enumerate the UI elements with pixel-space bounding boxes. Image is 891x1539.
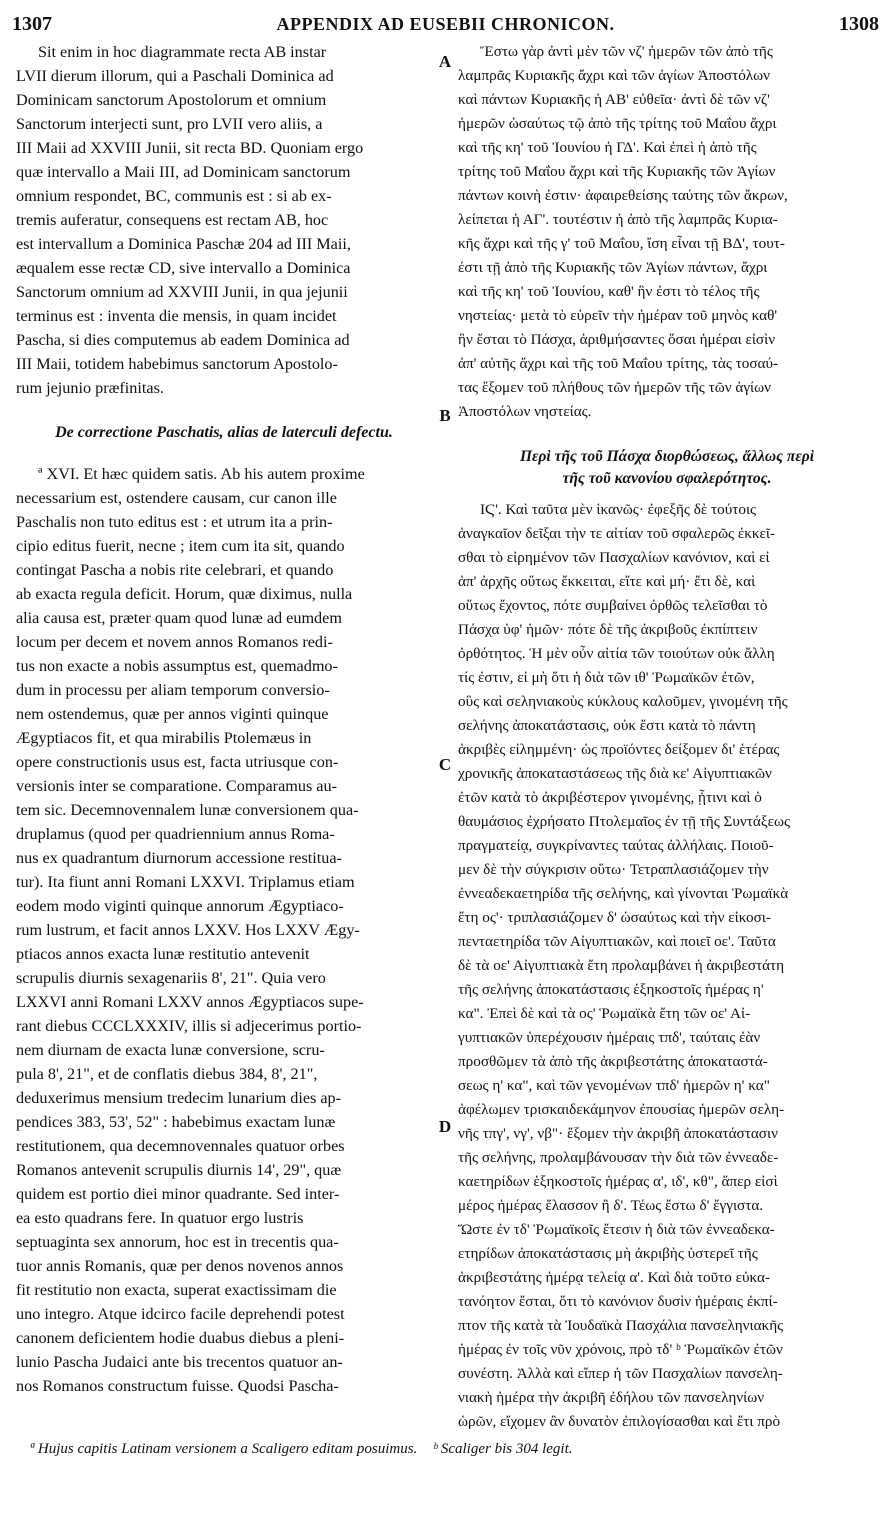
footnote-b: ᵇ Scaliger bis 304 legit. — [433, 1441, 573, 1457]
latin-p2-line: restitutionem, qua decemnovennales quatuor orbes — [16, 1137, 345, 1155]
greek-p1-line: πάντων κοινὴ ἐστιν· ἀφαιρεθείσης ταύτης τῶν ἄκρων, — [458, 187, 788, 204]
latin-p2-line: nos Romanos constructum fuisse. Quodsi Pascha- — [16, 1377, 339, 1395]
latin-p2-line: scrupulis diurnis sexagenariis 8', 21". Quia vero — [16, 969, 326, 987]
latin-p2-line: rant diebus CCCLXXXIV, illis si adjecerimus portio- — [16, 1017, 362, 1035]
greek-p2-line: χρονικῆς ἀποκαταστάσεως τῆς διὰ κε' Αἰγυπτιακῶν — [458, 765, 772, 782]
footnotes — [20, 1438, 890, 1460]
greek-p2-line: πτον τῆς κατὰ τὰ Ἰουδαϊκὰ Πασχάλια πανσεληνιακῆς — [458, 1317, 784, 1334]
greek-p2-line: πενταετηρίδα τῶν Αἰγυπτιακῶν, καὶ ποιεῖ οε'. Ταῦτα — [458, 933, 776, 950]
greek-p2-line: γυπτιακῶν ὑπερέχουσιν ἡμέραις τπδ', ταύταις ἐὰν — [458, 1029, 761, 1046]
latin-p2-line: eodem modo viginti quinque annorum Ægyptiaco- — [16, 897, 344, 915]
greek-p2-line: καετηρίδων ἑξηκοστοῖς ἡμέρας α', ιδ', κθ", ἅπερ εἰσὶ — [458, 1173, 778, 1190]
greek-p2-line: τανόητον ἔσται, ὅτι τὸ κανόνιον δυσὶν ἡμέραις ἐκπί- — [458, 1293, 778, 1310]
latin-p2-line: ª XVI. Et hæc quidem satis. Ab his autem proxime — [38, 465, 365, 483]
latin-p2-line: alia causa est, præter quam quod lunæ ad eumdem — [16, 609, 342, 627]
latin-p2-line: pendices 383, 53', 52" : habebimus exactam lunæ — [16, 1113, 336, 1131]
latin-p2-line: Ægyptiacos fit, et qua mirabilis Ptolemæus in — [16, 729, 312, 747]
greek-paragraph-1 — [458, 40, 876, 424]
greek-p2-line: Ὥστε ἐν τδ' Ῥωμαϊκοῖς ἔτεσιν ἡ διὰ τῶν ἐννεαδεκα- — [458, 1221, 775, 1238]
greek-p1-line: ἣν ἔσται τὸ Πάσχα, ἀριθμήσαντες ὅσαι ἡμέραι εἰσὶν — [458, 331, 776, 348]
latin-p1-line: III Maii, totidem habebimus sanctorum Apostolo- — [16, 355, 338, 373]
latin-p2-line: LXXVI anni Romani LXXV annos Ægyptiacos supe- — [16, 993, 364, 1011]
greek-p1-line: καὶ πάντων Κυριακῆς ἡ ΑΒ' εὐθεῖα· ἀντὶ δὲ τῶν νζ' — [458, 91, 770, 108]
greek-p2-line: πραγματείᾳ, συγκρίναντες ταύτας ἀλλήλαις. Ποιοῦ- — [458, 837, 774, 854]
latin-p1-line: LVII dierum illorum, qui a Paschali Dominica ad — [16, 67, 334, 85]
latin-p1-line: III Maii ad XXVIII Junii, sit recta BD. Quoniam ergo — [16, 139, 364, 157]
latin-p1-line: est intervallum a Dominica Paschæ 204 ad III Maii, — [16, 235, 351, 253]
latin-paragraph-2 — [16, 462, 432, 1398]
latin-p2-line: dum in processu per aliam temporum conversio- — [16, 681, 330, 699]
greek-p1-line: ἀπ' αὐτῆς ἄχρι καὶ τῆς τοῦ Μαΐου τρίτης, τὰς τοσαύ- — [458, 355, 779, 372]
latin-p2-line: tur). Ita fiunt anni Romani LXXVI. Triplamus etiam — [16, 873, 355, 891]
latin-p2-line: nem diurnam de exacta lunæ conversione, scru- — [16, 1041, 325, 1059]
greek-section-title-line-1: Περὶ τῆς τοῦ Πάσχα διορθώσεως, ἄλλως περὶ — [519, 448, 815, 465]
latin-p1-line: Pascha, si dies computemus ab eadem Dominica ad — [16, 331, 350, 349]
greek-p2-line: ετηρίδων ἀποκατάστασις μὴ ἀκριβὴς ὑστερεῖ τῆς — [458, 1245, 758, 1262]
greek-p2-line: θαυμάσιος ἐχρήσατο Πτολεμαῖος ἐν τῇ τῆς Συντάξεως — [458, 813, 790, 830]
greek-p2-line: δὲ τὰ οε' Αἰγυπτιακὰ ἔτη προλαμβάνει ἡ ἀκριβεστάτη — [458, 957, 785, 974]
greek-p1-line: έστι τῇ ἀπὸ τῆς Κυριακῆς τῶν Ἁγίων πάντων, ἄχρι — [458, 259, 768, 276]
greek-section-title-line-2: τῆς τοῦ κανονίου σφαλερότητος. — [562, 470, 772, 487]
greek-p2-line: ἀπ' ἀρχῆς οὕτως ἔκκειται, εἴτε καὶ μή· ἔτι δὲ, καὶ — [458, 573, 756, 590]
margin-marker-d: D — [438, 1117, 452, 1136]
latin-p2-line: rum lustrum, et facit annos LXXV. Hos LXXV Ægy- — [16, 921, 360, 939]
greek-p2-line: ἀφέλωμεν τρισκαιδεκάμηνον ἐπουσίας ἡμερῶν σελη- — [458, 1101, 785, 1118]
greek-p1-line: Ἔστω γὰρ ἀντὶ μὲν τῶν νζ' ἡμερῶν τῶν ἀπὸ τῆς — [480, 43, 773, 60]
footnote-a: ª Hujus capitis Latinam versionem a Scaligero editam posuimus. — [30, 1441, 418, 1457]
latin-p2-line: canonem deficientem hodie duabus diebus a pleni- — [16, 1329, 345, 1347]
latin-p2-line: necessarium est, ostendere causam, cur canon ille — [16, 489, 337, 507]
latin-p2-line: tus non exacte a nobis assumptus est, quemadmo- — [16, 657, 338, 675]
greek-p1-line: καὶ τῆς κη' τοῦ Ἰουνίου ἡ ΓΔ'. Καὶ ἐπεὶ ἡ ἀπὸ τῆς — [458, 139, 757, 156]
latin-p1-line: Sit enim in hoc diagrammate recta AB instar — [38, 43, 327, 61]
greek-p2-line: ὡρῶν, εἴχομεν ἂν δυνατὸν ἐπιλογίσασθαι καὶ ἔτι πρὸ — [458, 1413, 781, 1430]
latin-p2-line: deduxerimus mensium tredecim lunarium dies ap- — [16, 1089, 342, 1107]
greek-p2-line: σθαι τὸ εἰρημένον τῶν Πασχαλίων κανόνιον, καὶ εἰ — [458, 549, 770, 566]
latin-p2-line: nem ostendemus, quæ per annos viginti quinque — [16, 705, 329, 723]
greek-p1-line: λείπεται ἡ ΑΓ'. τουτέστιν ἡ ἀπὸ τῆς λαμπρᾶς Κυρια- — [458, 211, 778, 228]
greek-p2-line: ἔτη ος'· τριπλασιάζομεν δ' ὡσαύτως καὶ τὴν εἰκοσι- — [458, 909, 771, 926]
greek-p1-line: νηστείας· μετὰ τὸ εὑρεῖν τὴν ἡμέραν τοῦ μηνὸς καθ' — [458, 307, 778, 324]
greek-p2-line: προσθῶμεν τὰ ἀπὸ τῆς ἀκριβεστάτης ἀποκαταστά- — [458, 1053, 768, 1070]
latin-p2-line: cipio editus fuerit, necne ; item cum ita sit, quando — [16, 537, 345, 555]
latin-p1-line: Sanctorum omnium ad XXVIII Junii, in qua jejunii — [16, 283, 348, 301]
greek-p1-line: κῆς ἄχρι καὶ τῆς γ' τοῦ Μαΐου, ἴση εἶναι τῇ ΒΔ', τουτ- — [458, 235, 785, 252]
greek-p2-line: σεως η' κα", καὶ τῶν γενομένων τπδ' ἡμερῶν η' κα" — [458, 1077, 770, 1094]
greek-p2-line: ἀκριβεστάτης ἡμέρᾳ τελείᾳ α'. Καὶ διὰ τοῦτο εὐκα- — [458, 1269, 771, 1286]
greek-p1-line: Ἀποστόλων νηστείας. — [458, 403, 592, 420]
latin-p1-line: Dominicam sanctorum Apostolorum et omnium — [16, 91, 327, 109]
running-title: APPENDIX AD EUSEBII CHRONICON. — [276, 13, 615, 34]
latin-p2-line: ab exacta regula deficit. Horum, quæ diximus, nulla — [16, 585, 353, 603]
greek-p2-line: ἀναγκαῖον δεῖξαι τὴν τε αἰτίαν τοῦ σφαλερῶς ἐκκεῖ- — [458, 525, 776, 542]
greek-p2-line: μέρος ἡμέρας ἔλασσον ἢ δ'. Τέως ἔστω δ' ἔγγιστα. — [458, 1197, 764, 1214]
margin-marker-b: B — [439, 406, 451, 425]
latin-p1-line: terminus est : inventa die mensis, in quam incidet — [16, 307, 337, 325]
greek-p2-line: ἡμέρας ἐν τοῖς νῦν χρόνοις, πρὸ τδ' ᵇ Ῥωμαϊκῶν ἐτῶν — [458, 1341, 783, 1358]
greek-paragraph-2 — [458, 498, 876, 1434]
latin-p2-line: ea esto quadrans fere. In quatuor ergo lustris — [16, 1209, 304, 1227]
greek-p2-line: ἐννεαδεκαετηρίδα τῆς σελήνης, καὶ γίνονται Ῥωμαϊκὰ — [458, 885, 789, 902]
latin-p2-line: nus ex quadrantum diurnorum accessione restitua- — [16, 849, 342, 867]
page-number-left: 1307 — [12, 12, 52, 35]
latin-p1-line: omnium respondet, BC, communis est : si ab ex- — [16, 187, 332, 205]
greek-p2-line: τῆς σελήνης ἀποκατάστασις ἑξηκοστοῖς ἡμέρας η' — [458, 981, 764, 998]
latin-paragraph-1 — [16, 40, 432, 400]
latin-p2-line: Romanos antevenit scrupulis diurnis 14', 29", quæ — [16, 1161, 342, 1179]
latin-p2-line: opere constructionis usus est, facta utriusque con- — [16, 753, 339, 771]
greek-p2-line: ΙϚ'. Καὶ ταῦτα μὲν ἱκανῶς· ἐφεξῆς δὲ τούτοις — [480, 501, 757, 518]
latin-p1-line: Sanctorum interjecti sunt, pro LVII vero aliis, a — [16, 115, 323, 133]
latin-p2-line: tuor annis Romanis, quæ per denos novenos annos — [16, 1257, 344, 1275]
greek-p1-line: τας ἕξομεν τοῦ πλήθους τῶν ἡμερῶν τῆς τῶν ἁγίων — [458, 379, 771, 396]
latin-p2-line: uno integro. Atque idcirco facile deprehendi potest — [16, 1305, 345, 1323]
greek-p2-line: ἀκριβὲς εἰλημμένη· ὡς προϊόντες δείξομεν δι' ἑτέρας — [458, 741, 780, 758]
greek-p2-line: συνέστη. Ἀλλὰ καὶ εἴπερ ἡ τῶν Πασχαλίων πανσελη- — [458, 1365, 783, 1382]
greek-p1-line: τρίτης τοῦ Μαΐου ἄχρι καὶ τῆς Κυριακῆς τῶν Ἁγίων — [458, 163, 776, 180]
greek-p2-line: νιακὴ ἡμέρα τὴν ἀκριβῆ ἐδήλου τῶν πανσεληνίων — [458, 1389, 765, 1406]
latin-p2-line: ptiacos annos exacta lunæ restitutio antevenit — [16, 945, 310, 963]
greek-p2-line: τίς ἐστιν, εἰ μὴ ὅτι ἡ διὰ τῶν ιθ' Ῥωμαϊκῶν ἐτῶν, — [458, 669, 755, 686]
latin-p2-line: Paschalis non tuto editus est : et utrum ita a prin- — [16, 513, 333, 531]
greek-p2-line: Πάσχα ὑφ' ἡμῶν· πότε δὲ τῆς ἀκριβοῦς ἐκπίπτειν — [458, 621, 758, 638]
latin-p2-line: fit restitutio non exacta, superat exactissimam die — [16, 1281, 337, 1299]
latin-p2-line: druplamus (quod per quadriennium annus Roma- — [16, 825, 335, 843]
latin-p2-line: versionis inter se comparatione. Comparamus au- — [16, 777, 337, 795]
greek-p2-line: ἐτῶν κατὰ τὸ ἀκριβέστερον γινομένης, ᾗτινι καὶ ὁ — [458, 789, 762, 806]
greek-column — [458, 40, 876, 1434]
latin-p2-line: lunio Pascha Judaici ante bis trecentos quatuor an- — [16, 1353, 343, 1371]
greek-p1-line: ἡμερῶν ὡσαύτως τῷ ἀπὸ τῆς τρίτης τοῦ Μαΐου ἄχρι — [458, 115, 777, 132]
margin-marker-c: C — [438, 755, 452, 774]
greek-p2-line: κα". Ἐπεὶ δὲ καὶ τὰ ος' Ῥωμαϊκὰ ἔτη τῶν οε' Αἰ- — [458, 1005, 751, 1022]
greek-p2-line: τῆς σελήνης, προλαμβάνουσαν τὴν διὰ τῶν ἐννεαδε- — [458, 1149, 779, 1166]
latin-p1-line: rum jejunio præfinitas. — [16, 379, 164, 397]
latin-p2-line: quidem est portio diei minor quadrante. Sed inter- — [16, 1185, 340, 1203]
greek-p1-line: καὶ τῆς κη' τοῦ Ἰουνίου, καθ' ἣν ἐστι τὸ τέλος τῆς — [458, 283, 760, 300]
greek-p1-line: λαμπρᾶς Κυριακῆς ἄχρι καὶ τῶν ἁγίων Ἀποστόλων — [458, 67, 771, 84]
greek-p2-line: οὕτως ἔχοντος, πότε συμβαίνει ὀρθῶς τελεῖσθαι τὸ — [458, 597, 768, 614]
greek-p2-line: ὀρθότητος. Ἡ μὲν οὖν αἰτία τῶν τοιούτων οὐκ ἄλλη — [458, 645, 775, 662]
greek-p2-line: μεν δὲ τὴν σύγκρισιν οὕτω· Τετραπλασιάζομεν τὴν — [458, 861, 769, 878]
latin-section-title: De correctione Paschatis, alias de laterculi defectu. — [55, 424, 393, 441]
greek-p2-line: οὓς καὶ σεληνιακοὺς κύκλους καλοῦμεν, γινομένη τῆς — [458, 693, 788, 710]
greek-p2-line: σελήνης ἀποκατάστασις, οὐκ ἔστι κατὰ τὸ πάντη — [458, 717, 756, 734]
latin-p2-line: contingat Pascha a nobis rite celebrari, et quando — [16, 561, 334, 579]
latin-p1-line: æqualem esse rectæ CD, sive intervallo a Dominica — [16, 259, 351, 277]
latin-p2-line: pula 8', 21", et de conflatis diebus 384, 8', 21", — [16, 1065, 318, 1083]
latin-column — [16, 40, 432, 1398]
latin-p1-line: quæ intervallo a Maii III, ad Dominicam sanctorum — [16, 163, 351, 181]
latin-p1-line: tremis auferatur, consequens est rectam AB, hoc — [16, 211, 329, 229]
page-number-right: 1308 — [838, 12, 879, 35]
latin-p2-line: septuaginta sex annorum, hoc est in trecentis qua- — [16, 1233, 339, 1251]
greek-p2-line: νῆς τπγ', νγ', νβ"· ἕξομεν τὴν ἀκριβῆ ἀποκατάστασιν — [458, 1125, 778, 1142]
latin-p2-line: tem sic. Decemnovennalem lunæ conversionem qua- — [16, 801, 359, 819]
margin-marker-a: A — [438, 52, 452, 71]
latin-p2-line: locum per decem et novem annos Romanos redi- — [16, 633, 333, 651]
running-header — [12, 10, 879, 38]
